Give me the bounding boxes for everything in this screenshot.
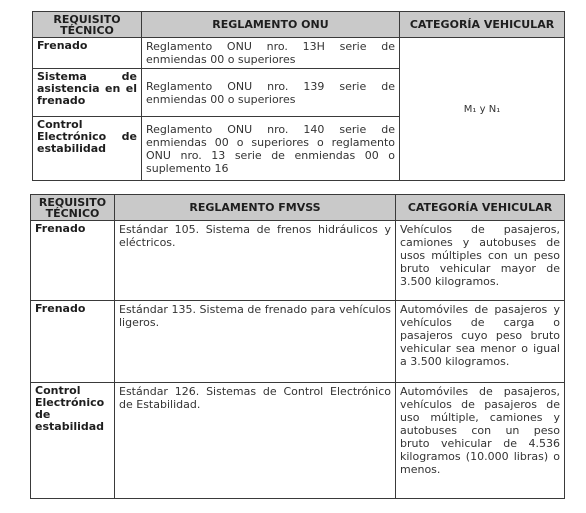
requirement-cell: Frenado	[31, 301, 115, 383]
regulation-cell: Estándar 126. Sistemas de Control Electrónico de Estabilidad.	[115, 383, 396, 499]
regulation-cell: Reglamento ONU nro. 140 serie de enmiendas 00 o superiores o reglamento ONU nro. 13 serie de enmiendas 00 o suplemento 16	[142, 117, 400, 181]
regulation-cell: Reglamento ONU nro. 13H serie de enmiendas 00 o superiores	[142, 38, 400, 69]
requirement-cell: Frenado	[33, 38, 142, 69]
requirement-cell: Control Electrónico de estabilidad	[31, 383, 115, 499]
requirement-cell: Sistema de asistencia en el frenado	[33, 69, 142, 117]
table-header-row	[31, 195, 565, 221]
regulation-cell: Estándar 135. Sistema de frenado para vehículos ligeros.	[115, 301, 396, 383]
requirement-cell: Frenado	[31, 221, 115, 301]
header-reglamento-fmvss: REGLAMENTO FMVSS	[115, 195, 396, 221]
vehicle-category-cell: M₁ y N₁	[400, 38, 565, 181]
table-row	[31, 383, 565, 499]
header-reglamento-onu: REGLAMENTO ONU	[142, 12, 400, 38]
header-categoria-vehicular: CATEGORÍA VEHICULAR	[396, 195, 565, 221]
header-requisito-tecnico: REQUISITO TÉCNICO	[33, 12, 142, 38]
regulation-cell: Estándar 105. Sistema de frenos hidráulicos y eléctricos.	[115, 221, 396, 301]
table-row	[31, 301, 565, 383]
vehicle-category-cell: Automóviles de pasajeros, vehículos de pasajeros de uso múltiple, camiones y autobuses con un peso bruto vehicular de 4.536 kilogramos (10.000 libras) o menos.	[396, 383, 565, 499]
fmvss-regulations-table	[30, 194, 565, 499]
onu-regulations-table	[32, 11, 565, 181]
table-header-row	[33, 12, 565, 38]
table-row	[31, 221, 565, 301]
vehicle-category-cell: Automóviles de pasajeros y vehículos de carga o pasajeros cuyo peso bruto vehicular sea menor o igual a 3.500 kilogramos.	[396, 301, 565, 383]
vehicle-category-cell: Vehículos de pasajeros, camiones y autobuses de usos múltiples con un peso bruto vehicular mayor de 3.500 kilogramos.	[396, 221, 565, 301]
requirement-cell: Control Electrónico de estabilidad	[33, 117, 142, 181]
table-row	[33, 38, 565, 69]
regulation-cell: Reglamento ONU nro. 139 serie de enmiendas 00 o superiores	[142, 69, 400, 117]
header-requisito-tecnico: REQUISITO TÉCNICO	[31, 195, 115, 221]
header-categoria-vehicular: CATEGORÍA VEHICULAR	[400, 12, 565, 38]
